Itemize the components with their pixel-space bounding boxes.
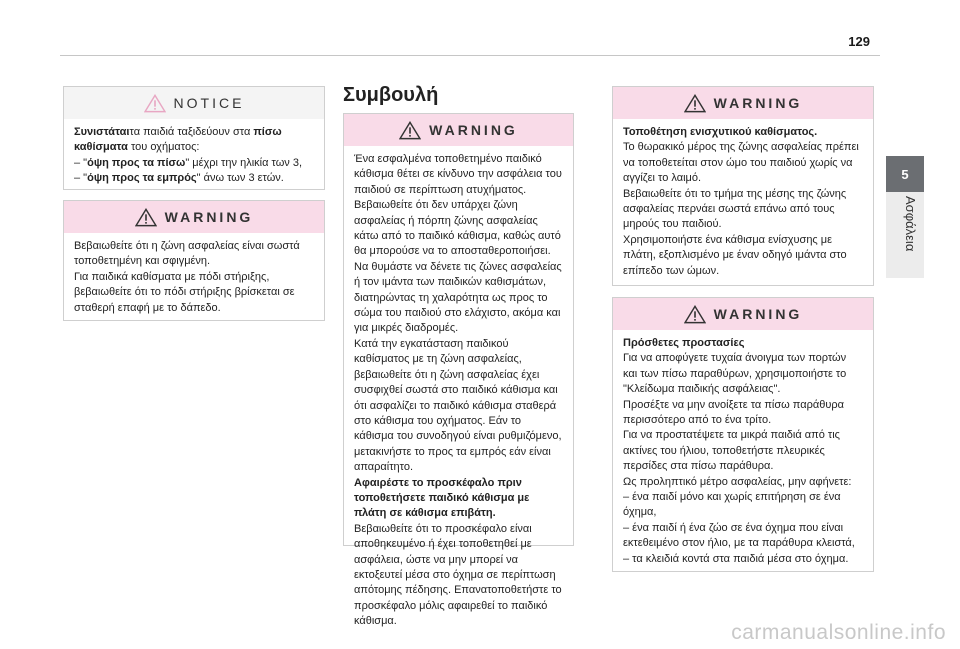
warning-2-paragraph-5 [354,476,563,522]
notice-item-1-post: " μέχρι την ηλικία των 3, [185,156,303,169]
warning-4-paragraph-5: Ως προληπτικό μέτρο ασφαλείας, μην αφήνετε: [623,475,852,488]
warning-1-paragraph-2: Για παιδικά καθίσματα με πόδι στήριξης, βεβαιωθείτε ότι το πόδι στήριξης βρίσκεται σε σταθερή επαφή με το δάπεδο. [74,270,295,314]
notice-item-2-bold: όψη προς τα εμπρός [87,172,197,185]
warning-4-body [613,330,873,577]
notice-title: NOTICE [173,95,245,111]
warning-2-paragraph-6: Βεβαιωθείτε ότι το προσκέφαλο είναι αποθηκευμένο ή έχει τοποθετηθεί με ασφάλεια, ώστε να μην μπορεί να εκτοξευτεί μέσα στο όχημα σε περίπτωση απότομης πέδησης. Επανατοποθετήστε το προσκέφαλο μόλις αφαιρεθεί το παιδικό κάθισμα. [354,522,562,628]
warning-3-paragraph-4: Χρησιμοποιήστε ένα κάθισμα ενίσχυσης με πλάτη, εξοπλισμένο με έναν οδηγό ιμάντα στο επίπεδο των ώμων. [623,233,847,277]
warning-1-title: WARNING [164,209,254,225]
notice-item-1-bold: όψη προς τα πίσω [87,156,186,169]
warning-3-bold-text: Τοποθέτηση ενισχυτικού καθίσματος. [623,126,818,138]
warning-4-paragraph-2: Για να αποφύγετε τυχαία άνοιγμα των πορτών και των πίσω παραθύρων, χρησιμοποιήστε το "Κλείδωμα παιδικής ασφάλειας". [623,352,847,396]
warning-triangle-icon [135,208,157,227]
warning-1-paragraph-1: Βεβαιωθείτε ότι η ζώνη ασφαλείας είναι σωστά τοποθετημένη και σφιγμένη. [74,240,300,268]
warning-4-paragraph-7: – ένα παιδί ή ένα ζώο σε ένα όχημα που είναι εκτεθειμένο στον ήλιο, με τα παράθυρα κλειστά, [623,521,855,550]
warning-2-bold-text: Αφαιρέστε το προσκέφαλο πριν τοποθετήσετε παιδικό κάθισμα με πλάτη σε κάθισμα επιβάτη. [354,476,530,520]
warning-4-paragraph-3: Προσέξτε να μην ανοίξετε τα πίσω παράθυρα περισσότερο από το ένα τρίτο. [623,398,844,427]
warning-box-3 [612,86,874,286]
notice-lead-bold2: πίσω καθίσματα [74,126,282,154]
warning-2-paragraph-1: Ένα εσφαλμένα τοποθετημένο παιδικό κάθισμα θέτει σε κίνδυνο την ασφάλεια του παιδιού σε περίπτωση ατυχήματος. [354,153,562,196]
notice-item-1-pre: – " [74,156,88,169]
warning-2-paragraph-4: Κατά την εγκατάσταση παιδικού καθίσματος με τη ζώνη ασφαλείας, βεβαιωθείτε ότι η ζώνη ασφαλείας έχει συσφιχθεί σωστά στο παιδικό κάθισμα και ότι ασφαλίζει το παιδικό κάθισμα σταθερά στο κάθισμα του οχήματος. Εάν το κάθισμα του συνοδηγού είναι ρυθμιζόμενο, μετακινήστε το προς τα εμπρός εάν είναι απαραίτητο. [354,337,562,474]
notice-body [64,119,324,197]
warning-2-body [344,146,573,640]
warning-3-title: WARNING [713,95,803,111]
notice-lead-bold: Συνιστάται [74,126,130,138]
chapter-label: Ασφάλεια [903,196,918,252]
warning-4-paragraph-8: – τα κλειδιά κοντά στα παιδιά μέσα στο όχημα. [623,552,849,565]
warning-3-paragraph-2: Το θωρακικό μέρος της ζώνης ασφαλείας πρέπει να τοποθετείται στον ώμο του παιδιού χωρίς να αγγίζει το λαιμό. [623,141,859,185]
warning-3-paragraph-3: Βεβαιωθείτε ότι το τμήμα της μέσης της ζώνης ασφαλείας περνάει σωστά επάνω από τους μηρούς του παιδιού. [623,187,847,231]
notice-box [63,86,325,190]
section-title: Συμβουλή [343,84,439,106]
warning-box-4 [612,297,874,572]
notice-item-2-post: " άνω των 3 ετών. [196,172,284,185]
warning-triangle-icon [144,94,166,113]
page-number: 129 [848,34,870,49]
notice-lead-text: τα παιδιά ταξιδεύουν στα [129,126,254,138]
warning-4-bold-text: Πρόσθετες προστασίες [623,337,745,349]
chapter-tab[interactable]: 5 [886,156,924,192]
notice-header [64,87,324,119]
warning-4-paragraph-6: – ένα παιδί μόνο και χωρίς επιτήρηση σε ένα όχημα, [623,491,841,519]
warning-3-paragraph-1 [623,125,863,140]
warning-box-1 [63,200,325,321]
notice-item-2-pre: – " [74,172,88,185]
warning-1-header [64,201,324,233]
warning-triangle-icon [684,94,706,113]
warning-4-paragraph-4: Για να προστατέψετε τα μικρά παιδιά από τις ακτίνες του ήλιου, τοποθετήστε πλευρικές περσίδες στα πίσω παράθυρα. [623,429,840,473]
notice-item-2 [74,171,314,186]
warning-box-2 [343,113,574,628]
warning-2-header [344,114,573,146]
warning-4-paragraph-1 [623,336,863,351]
watermark: carmanualsonline.info [731,621,946,644]
warning-2-paragraph-2: Βεβαιωθείτε ότι δεν υπάρχει ζώνη ασφαλείας ή πόρπη ζώνης ασφαλείας κάτω από το παιδικό κάθισμα, καθώς αυτό θα μπορούσε να το αποσταθεροποιήσει. [354,199,561,258]
warning-4-title: WARNING [713,306,803,322]
warning-triangle-icon [684,305,706,324]
notice-lead-text2: του οχήματος: [127,141,200,154]
warning-3-body [613,119,873,289]
warning-triangle-icon [399,121,421,140]
warning-2-title: WARNING [429,122,518,138]
warning-4-header [613,298,873,330]
warning-1-body [64,233,324,326]
warning-3-header [613,87,873,119]
warning-2-paragraph-3: Να θυμάστε να δένετε τις ζώνες ασφαλείας ή τον ιμάντα των παιδικών καθισμάτων, διατηρώντας τη χαλαρότητα ως προς το σώμα του παιδιού στο ελάχιστο, ακόμα και για μικρές διαδρομές. [354,260,562,335]
top-divider [60,55,880,56]
notice-lead [74,125,314,156]
notice-item-1 [74,156,314,171]
